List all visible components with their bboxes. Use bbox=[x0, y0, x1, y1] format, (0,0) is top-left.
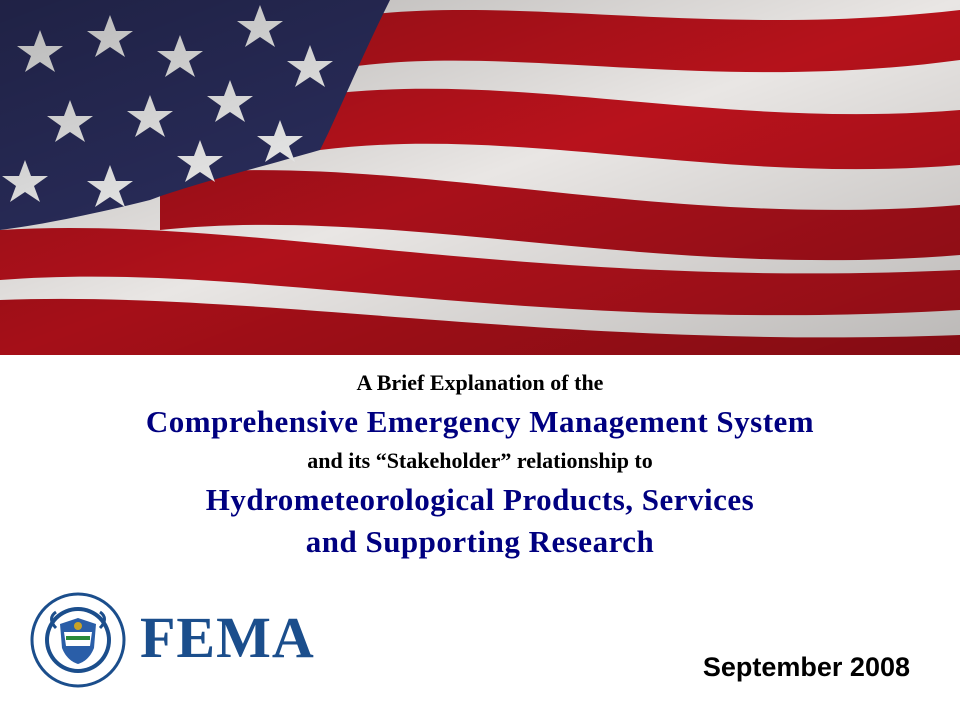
dhs-seal-icon bbox=[30, 592, 126, 688]
presentation-date: September 2008 bbox=[702, 652, 910, 682]
title-line-research: and Supporting Research bbox=[305, 524, 655, 559]
title-line-intro: A Brief Explanation of the bbox=[356, 370, 604, 395]
title-block bbox=[0, 368, 960, 562]
american-flag-image bbox=[0, 0, 960, 355]
title-line-system: Comprehensive Emergency Management System bbox=[145, 404, 815, 439]
title-line-products: Hydrometeorological Products, Services bbox=[205, 482, 755, 517]
title-line-relationship: and its “Stakeholder” relationship to bbox=[307, 448, 653, 473]
fema-logo: FEMA bbox=[140, 605, 315, 670]
